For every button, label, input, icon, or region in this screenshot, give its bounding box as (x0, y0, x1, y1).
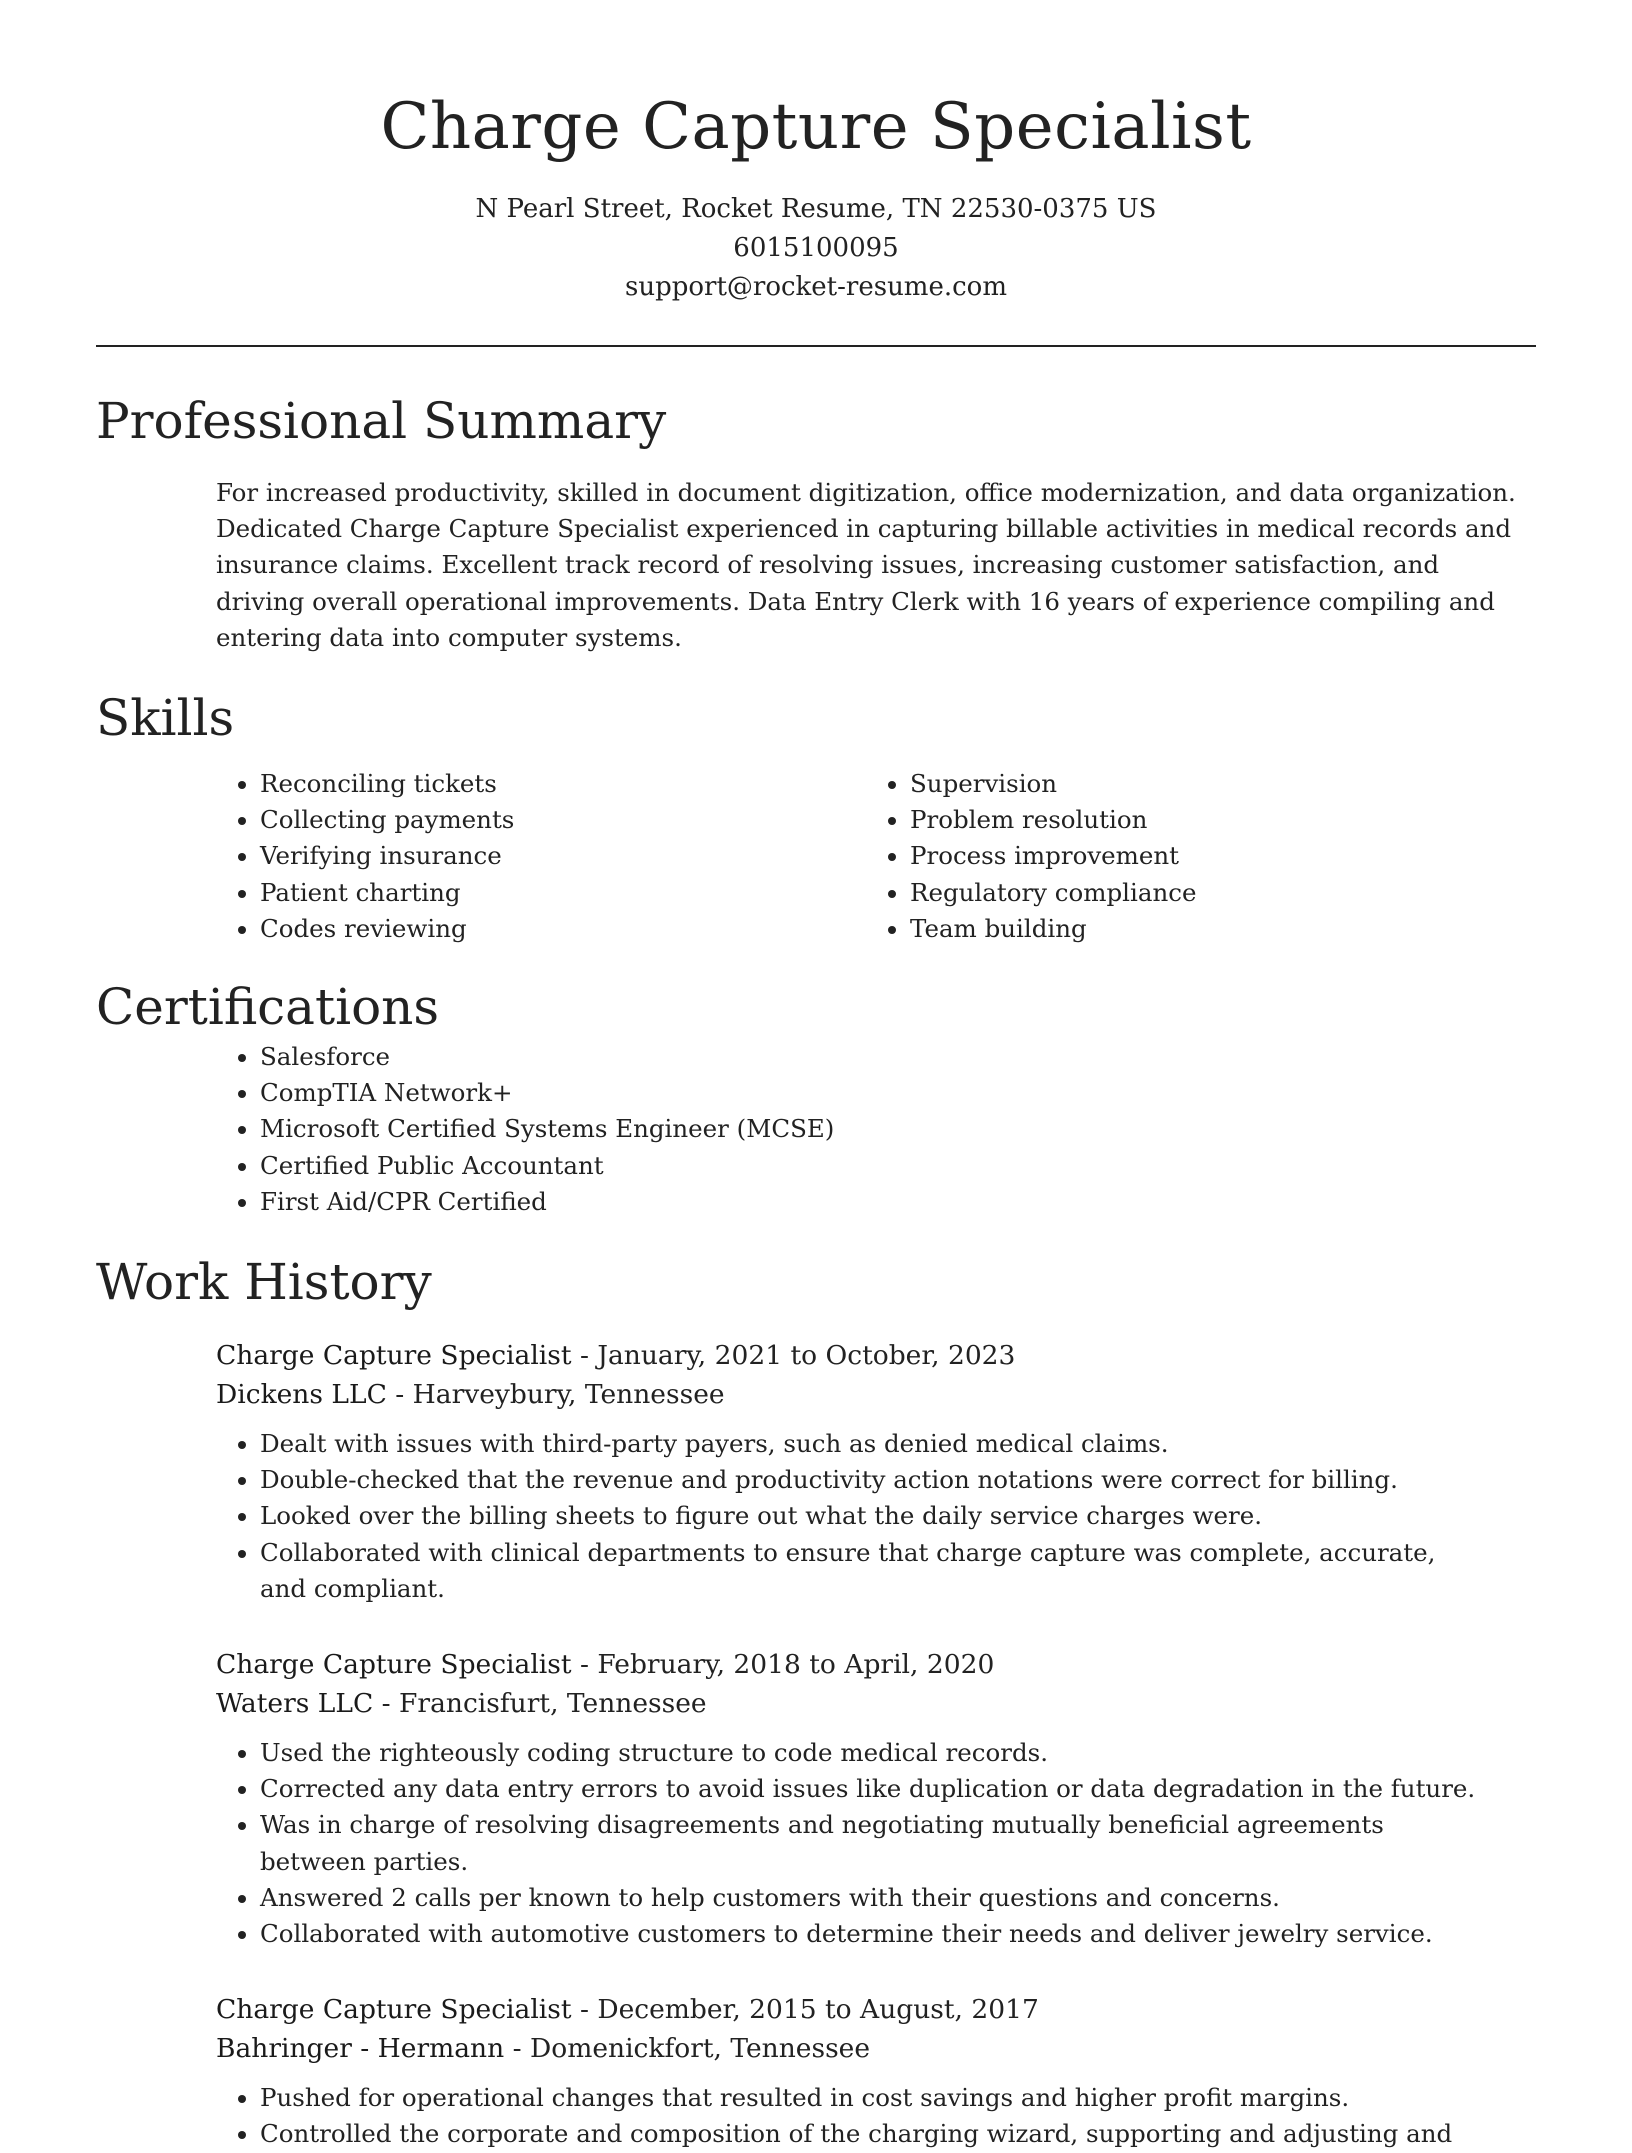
skills-section (96, 686, 1536, 947)
skill-item: • Problem resolution (910, 802, 1396, 838)
certification-item: • Microsoft Certified Systems Engineer (MCSE) (260, 1111, 1536, 1147)
job-title-line (216, 1645, 1536, 1684)
skill-item: • Patient charting (260, 875, 746, 911)
certification-item: • First Aid/CPR Certified (260, 1184, 1536, 1220)
summary-section (96, 389, 1536, 656)
job-bullet: • Answered 2 calls per known to help customers with their questions and concerns. (260, 1880, 1480, 1916)
job-entry (216, 1645, 1536, 1952)
job-bullet: • Dealt with issues with third-party payers, such as denied medical claims. (260, 1426, 1480, 1462)
job-title-line (216, 1336, 1536, 1375)
skills-list-right (746, 766, 1396, 947)
skills-column-right (746, 766, 1396, 947)
job-location: - Domenickfort, Tennessee (504, 2033, 871, 2065)
job-location: - Harveybury, Tennessee (386, 1379, 725, 1411)
job-responsibilities (216, 1735, 1480, 1952)
skill-item: • Reconciling tickets (260, 766, 746, 802)
job-company-line (216, 1375, 1536, 1414)
job-role: Charge Capture Specialist (216, 1994, 572, 2026)
resume-header (96, 0, 1536, 307)
work-history-section (96, 1250, 1536, 2153)
certifications-section (96, 975, 1536, 1220)
job-bullet: • Pushed for operational changes that resulted in cost savings and higher profit margins. (260, 2080, 1480, 2116)
job-responsibilities (216, 2080, 1480, 2152)
job-bullet: • Was in charge of resolving disagreements and negotiating mutually beneficial agreements between parties. (260, 1807, 1480, 1879)
job-entry (216, 1990, 1536, 2152)
summary-heading: Professional Summary (96, 392, 667, 450)
skill-item: • Codes reviewing (260, 911, 746, 947)
skills-grid (96, 766, 1536, 947)
job-bullet: • Collaborated with clinical departments to ensure that charge capture was complete, accurate, and compliant. (260, 1535, 1480, 1607)
skill-item: • Team building (910, 911, 1396, 947)
job-location: - Francisfurt, Tennessee (373, 1688, 707, 1720)
contact-phone: 6015100095 (733, 233, 899, 263)
certifications-heading: Certifications (96, 978, 440, 1037)
job-role: Charge Capture Specialist (216, 1340, 572, 1372)
skill-item: • Process improvement (910, 838, 1396, 874)
contact-address: N Pearl Street, Rocket Resume, TN 22530-0375 US (475, 194, 1157, 224)
header-divider (96, 345, 1536, 347)
job-company: Waters LLC (216, 1688, 374, 1720)
skills-list-left (96, 766, 746, 947)
job-company-line (216, 1684, 1536, 1723)
job-dates: - December, 2015 to August, 2017 (571, 1994, 1039, 2026)
job-bullet: • Collaborated with automotive customers to determine their needs and deliver jewelry service. (260, 1916, 1480, 1952)
job-bullet: • Controlled the corporate and composition of the charging wizard, supporting and adjusting and (260, 2116, 1480, 2152)
job-bullet: • Used the righteously coding structure to code medical records. (260, 1735, 1480, 1771)
skill-item: • Collecting payments (260, 802, 746, 838)
skill-item: • Supervision (910, 766, 1396, 802)
job-responsibilities (216, 1426, 1480, 1607)
candidate-name: Charge Capture Specialist (380, 90, 1252, 164)
job-dates: - January, 2021 to October, 2023 (571, 1340, 1016, 1372)
job-bullet: • Corrected any data entry errors to avoid issues like duplication or data degradation in the future. (260, 1771, 1480, 1807)
job-title-line (216, 1990, 1536, 2029)
job-role: Charge Capture Specialist (216, 1649, 572, 1681)
job-bullet: • Looked over the billing sheets to figure out what the daily service charges were. (260, 1498, 1480, 1534)
summary-text: For increased productivity, skilled in document digitization, office modernization, and data organization. Dedicated Charge Capture Specialist experienced in capturing billable activities in medical records and insurance claims. Excellent track record of resolving issues, increasing customer satisfaction, and driving overall operational improvements. Data Entry Clerk with 16 years of experience compiling and entering data into computer systems. (216, 478, 1516, 652)
certification-item: • Salesforce (260, 1039, 1536, 1075)
certifications-list (96, 1039, 1536, 1220)
work-history-heading: Work History (96, 1253, 432, 1312)
contact-email: support@rocket-resume.com (624, 272, 1007, 302)
job-entry (216, 1336, 1536, 1607)
job-bullet: • Double-checked that the revenue and productivity action notations were correct for billing. (260, 1462, 1480, 1498)
certification-item: • CompTIA Network+ (260, 1075, 1536, 1111)
skill-item: • Verifying insurance (260, 838, 746, 874)
skill-item: • Regulatory compliance (910, 875, 1396, 911)
skills-column-left (96, 766, 746, 947)
job-company: Bahringer - Hermann (216, 2033, 505, 2065)
job-dates: - February, 2018 to April, 2020 (571, 1649, 995, 1681)
certification-item: • Certified Public Accountant (260, 1148, 1536, 1184)
job-company-line (216, 2029, 1536, 2068)
skills-heading: Skills (96, 689, 235, 748)
resume-page (96, 0, 1536, 2149)
job-company: Dickens LLC (216, 1379, 387, 1411)
